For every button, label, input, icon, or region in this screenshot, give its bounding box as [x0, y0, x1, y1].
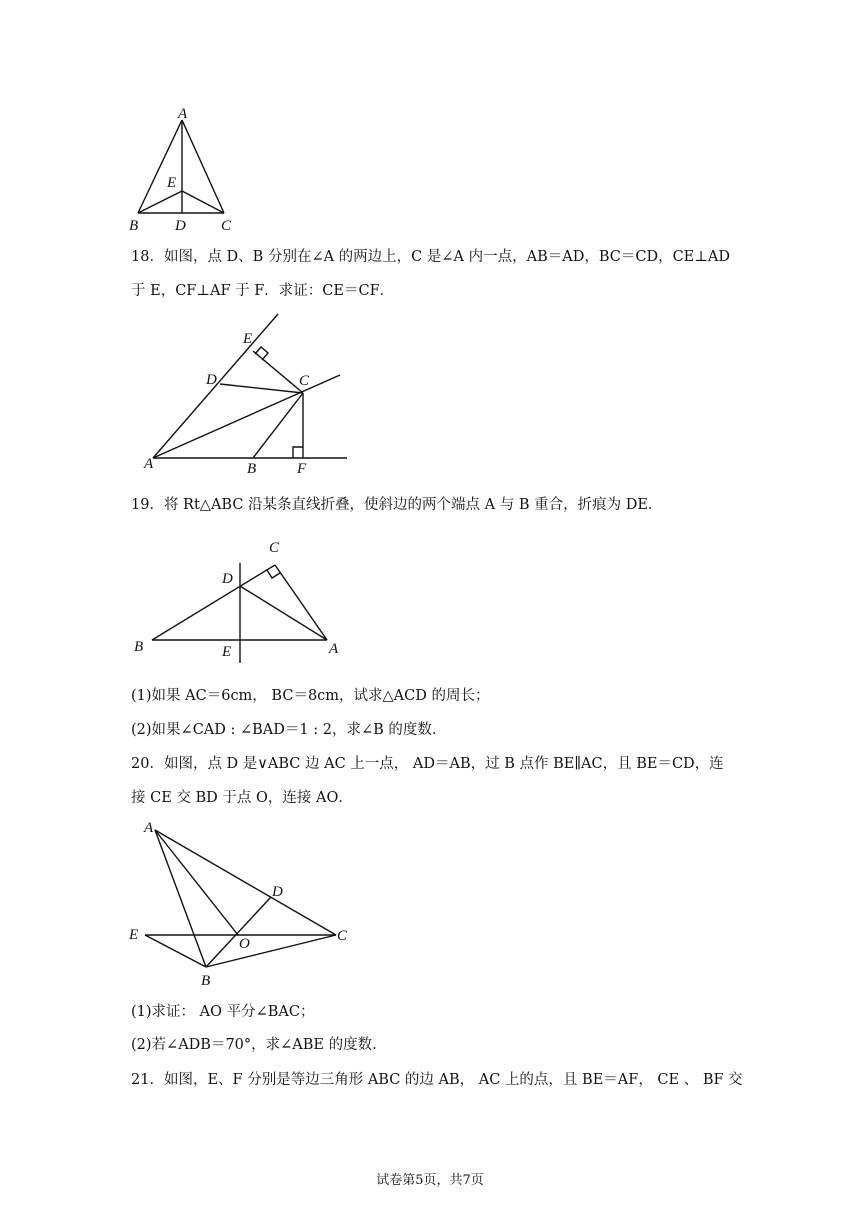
- label-F: F: [297, 461, 307, 475]
- label-C: C: [269, 540, 280, 556]
- q20-line1: 20．如图，点 D 是∨ABC 边 AC 上一点， AD＝AB，过 B 点作 BE∥AC，且 BE＝CD，连: [131, 756, 724, 772]
- q18-line2: 于 E，CF⊥AF 于 F．求证：CE＝CF．: [131, 283, 395, 299]
- label-A: A: [178, 106, 188, 122]
- q20-line2: 接 CE 交 BD 于点 O，连接 AO．: [131, 790, 353, 806]
- label-A: A: [144, 820, 154, 836]
- label-B: B: [134, 639, 144, 655]
- q20-sub2: (2)若∠ADB＝70°，求∠ABE 的度数.: [131, 1037, 377, 1053]
- q20-sub1: (1)求证： AO 平分∠BAC；: [131, 1004, 315, 1020]
- label-A: A: [144, 456, 154, 472]
- figure-q17: [125, 105, 240, 235]
- label-E: E: [243, 331, 253, 347]
- label-E: E: [222, 644, 232, 660]
- q19-sub2: (2)如果∠CAD : ∠BAD＝1 : 2，求∠B 的度数.: [131, 722, 437, 738]
- figure-q20: [125, 815, 355, 990]
- figure-q18: [140, 310, 355, 475]
- label-C: C: [299, 373, 310, 389]
- label-C: C: [221, 218, 232, 234]
- q19-line1: 19．将 Rt△ABC 沿某条直线折叠，使斜边的两个端点 A 与 B 重合，折痕为 DE．: [131, 497, 663, 513]
- label-A: A: [329, 641, 339, 657]
- label-C: C: [337, 928, 348, 944]
- label-D: D: [206, 372, 217, 388]
- q18-line1: 18．如图，点 D、B 分别在∠A 的两边上，C 是∠A 内一点，AB＝AD，BC＝CD，CE⊥AD: [131, 249, 730, 265]
- label-B: B: [247, 461, 257, 475]
- label-E: E: [167, 175, 177, 191]
- label-E: E: [129, 927, 139, 943]
- q19-sub1: (1)如果 AC＝6cm， BC＝8cm，试求△ACD 的周长；: [131, 688, 490, 704]
- label-B: B: [129, 218, 139, 234]
- label-D: D: [272, 884, 283, 900]
- q21-line1: 21．如图，E、F 分别是等边三角形 ABC 的边 AB， AC 上的点，且 BE＝AF， CE 、 BF 交: [131, 1072, 743, 1088]
- label-B: B: [201, 973, 211, 989]
- page-footer: 试卷第5页，共7页: [376, 1173, 484, 1188]
- figure-q19: [130, 535, 350, 665]
- label-O: O: [239, 936, 250, 952]
- label-D: D: [175, 218, 186, 234]
- label-D: D: [222, 571, 233, 587]
